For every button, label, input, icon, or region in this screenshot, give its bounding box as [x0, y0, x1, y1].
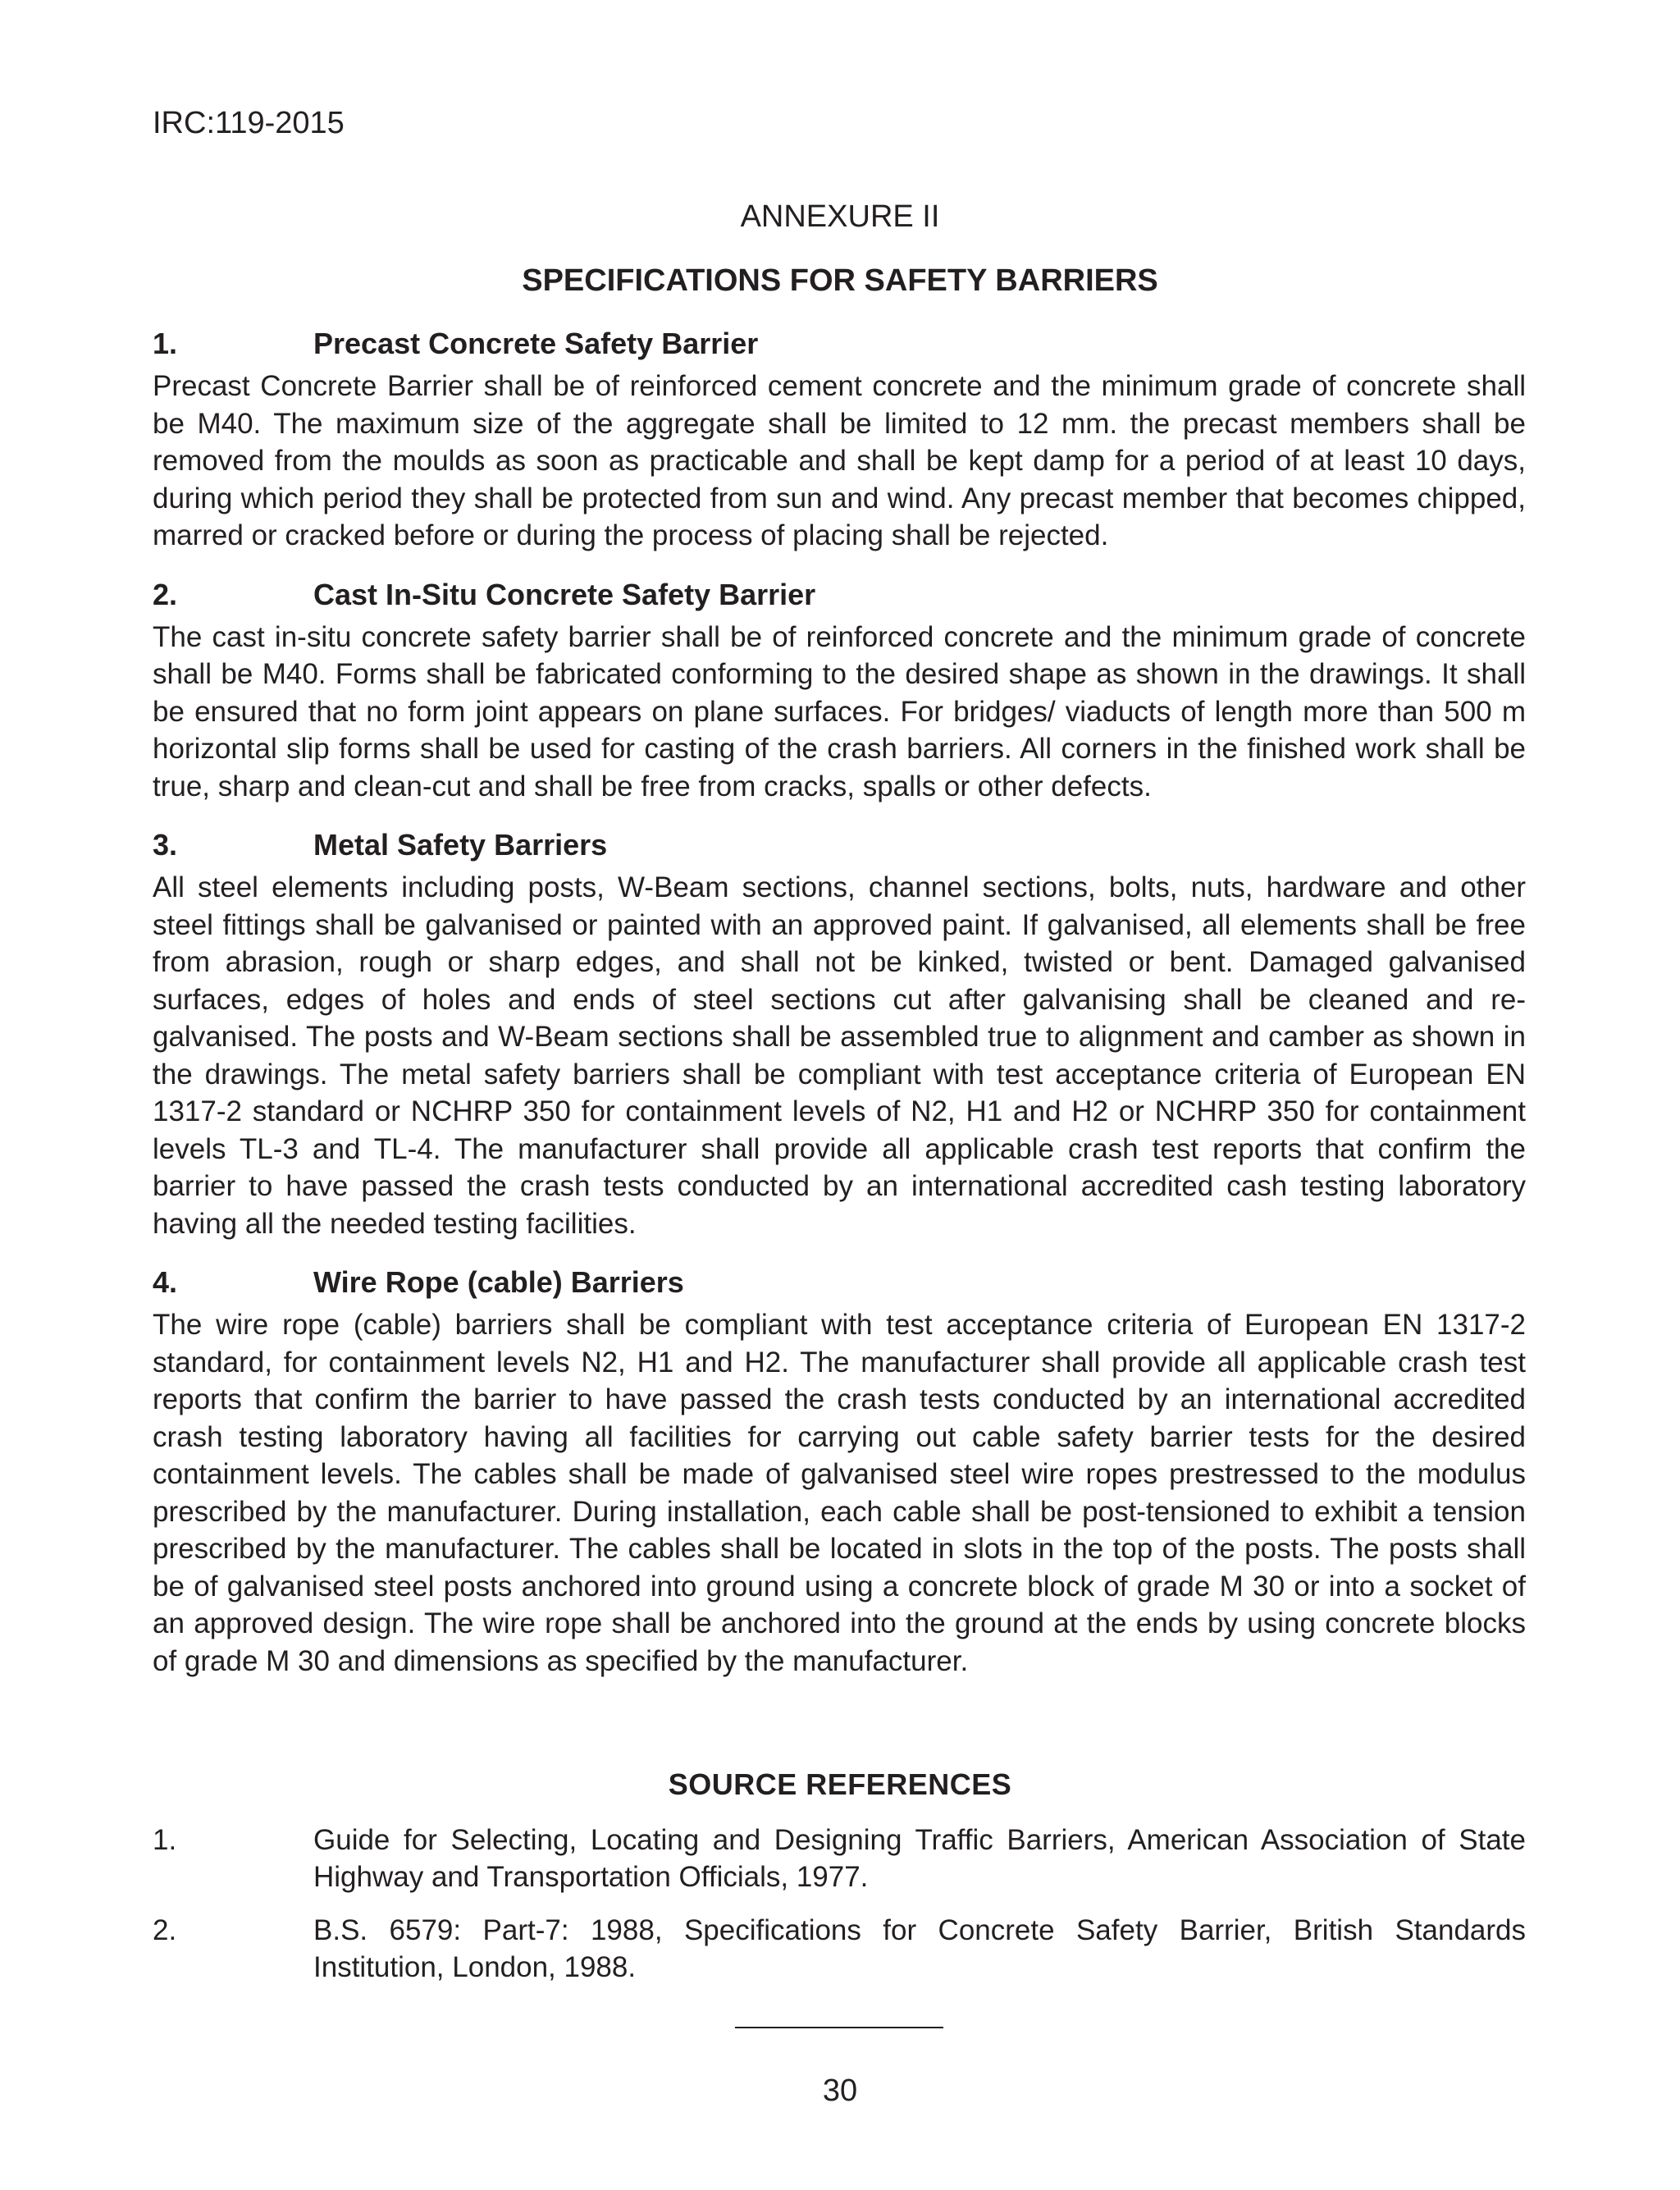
section-number: 2. [153, 577, 178, 611]
reference-text: Guide for Selecting, Locating and Designing Traffic Barriers, American Association of State Highway and Transportation Officials, 1977. [313, 1824, 1526, 1893]
specification-sections [153, 325, 1526, 1701]
reference-number: 2. [153, 1914, 177, 1946]
reference-item [153, 1912, 1526, 1986]
section-cast-in-situ [153, 576, 1526, 806]
section-heading [153, 1264, 1526, 1301]
section-title: Precast Concrete Safety Barrier [313, 327, 759, 360]
section-metal-barriers [153, 826, 1526, 1242]
section-heading [153, 826, 1526, 864]
section-number: 1. [153, 327, 178, 360]
annexure-subtitle: SPECIFICATIONS FOR SAFETY BARRIERS [522, 263, 1158, 298]
section-title: Metal Safety Barriers [313, 828, 608, 862]
section-number: 3. [153, 828, 178, 862]
section-body: Precast Concrete Barrier shall be of reinforced cement concrete and the minimum grade of concrete shall be M40. The maximum size of the aggregate shall be limited to 12 mm. the precast members shall be removed from the moulds as soon as practicable and shall be kept damp for a period of at least 10 days, during which period they shall be protected from sun and wind. Any precast member that becomes chipped, marred or cracked before or during the process of placing shall be rejected. [153, 370, 1526, 551]
reference-text: B.S. 6579: Part-7: 1988, Specifications for Concrete Safety Barrier, British Standards Institution, London, 1988. [313, 1914, 1526, 1983]
section-body: The cast in-situ concrete safety barrier shall be of reinforced concrete and the minimum grade of concrete shall be M40. Forms shall be fabricated conforming to the desired shape as shown in the drawings. It shall be ensured that no form joint appears on plane surfaces. For bridges/ viaducts of length more than 500 m horizontal slip forms shall be used for casting of the crash barriers. All corners in the finished work shall be true, sharp and clean-cut and shall be free from cracks, spalls or other defects. [153, 620, 1526, 802]
annexure-title: ANNEXURE II [740, 199, 940, 234]
section-body: All steel elements including posts, W-Beam sections, channel sections, bolts, nuts, hardware and other steel fittings shall be galvanised or painted with an approved paint. If galvanised, all elements shall be free from abrasion, rough or sharp edges, and shall not be kinked, twisted or bent. Damaged galvanised surfaces, edges of holes and ends of steel sections cut after galvanising shall be cleaned and re-galvanised. The posts and W-Beam sections shall be assembled true to alignment and camber as shown in the drawings. The metal safety barriers shall be compliant with test acceptance criteria of European EN 1317-2 standard or NCHRP 350 for containment levels of N2, H1 and H2 or NCHRP 350 for containment levels TL-3 and TL-4. The manufacturer shall provide all applicable crash test reports that confirm the barrier to have passed the crash tests conducted by an international accredited cash testing laboratory having all the needed testing facilities. [153, 871, 1526, 1240]
section-body: The wire rope (cable) barriers shall be compliant with test acceptance criteria of European EN 1317-2 standard, for containment levels N2, H1 and H2. The manufacturer shall provide all applicable crash test reports that confirm the barrier to have passed the crash tests conducted by an international accredited crash testing laboratory having all facilities for carrying out cable safety barrier tests for the desired containment levels. The cables shall be made of galvanised steel wire ropes prestressed to the modulus prescribed by the manufacturer. During installation, each cable shall be post-tensioned to exhibit a tension prescribed by the manufacturer. The cables shall be located in slots in the top of the posts. The posts shall be of galvanised steel posts anchored into ground using a concrete block of grade M 30 or into a socket of an approved design. The wire rope shall be anchored into the ground at the ends by using concrete blocks of grade M 30 and dimensions as specified by the manufacturer. [153, 1309, 1526, 1677]
references-title: SOURCE REFERENCES [668, 1767, 1012, 1801]
reference-number: 1. [153, 1824, 177, 1856]
section-title: Cast In-Situ Concrete Safety Barrier [313, 577, 816, 611]
section-title: Wire Rope (cable) Barriers [313, 1265, 684, 1299]
page-number: 30 [822, 2073, 858, 2108]
section-heading [153, 576, 1526, 614]
document-code: IRC:119-2015 [153, 106, 345, 140]
references-list [153, 1822, 1526, 2002]
section-precast-concrete [153, 325, 1526, 555]
section-heading [153, 325, 1526, 363]
section-number: 4. [153, 1265, 178, 1299]
section-wire-rope [153, 1264, 1526, 1680]
reference-item [153, 1822, 1526, 1895]
footer-divider [735, 2027, 943, 2028]
